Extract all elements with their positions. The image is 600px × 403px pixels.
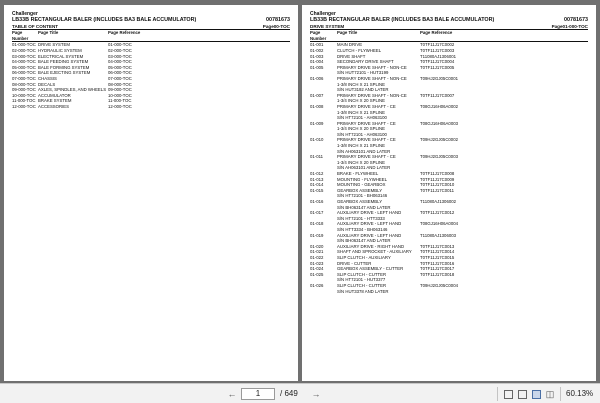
table-cell: PRIMARY DRIVE SHAFT - NON-CE	[337, 92, 407, 98]
table-cell: 1-3/8 INCH X 21 SPLINE	[337, 109, 386, 115]
table-cell: AUXILIARY DRIVE - RIGHT HAND	[337, 243, 405, 249]
table-cell: AUXILIARY DRIVE - LEFT HAND	[337, 221, 402, 227]
table-cell: S/N HT72101 - HTT3333	[337, 215, 385, 221]
table-cell: 01-010	[310, 137, 324, 143]
table-cell: 01-012	[310, 171, 324, 177]
doc-title: LB33B RECTANGULAR BALER (INCLUDES BA3 BALE ACCUMULATOR)	[310, 17, 495, 23]
table-cell: T0TF11J17C0016	[420, 260, 455, 266]
table-cell: ACCESSORIES	[38, 103, 70, 109]
table-cell: GEARBOX ASSEMBLY	[337, 187, 383, 193]
table-cell: HYDRAULIC SYSTEM	[38, 47, 82, 53]
table-cell: 08-000-TOC	[108, 81, 132, 87]
table-cell: 01-015	[310, 187, 324, 193]
table-cell: T0TF11J17C0010	[420, 182, 455, 188]
table-cell: PRIMARY DRIVE SHAFT - NON-CE	[337, 75, 407, 81]
table-cell: 01-003	[310, 53, 324, 59]
table-cell: S/N HT72101 - BH063146	[337, 193, 388, 199]
section-title: DRIVE SYSTEM	[310, 23, 345, 29]
table-cell: DRIVE SHAFT	[337, 53, 366, 59]
table-cell: MOUNTING - FLYWHEEL	[337, 176, 388, 182]
table-cell: PRIMARY DRIVE SHAFT - CE	[337, 120, 396, 126]
two-page-view-icon[interactable]	[530, 388, 542, 400]
table-cell: S/N HT72101 - AH063100	[337, 115, 387, 121]
table-row	[12, 104, 290, 110]
table-cell: 12-000-TOC	[108, 103, 132, 109]
doc-number: 00781673	[266, 17, 290, 23]
table-cell: BRAKE - FLYWHEEL	[337, 171, 379, 177]
table-cell: 01-026	[310, 282, 324, 288]
table-cell: 02-000-TOC	[108, 47, 132, 53]
table-cell: SECONDARY DRIVE SHAFT	[337, 59, 394, 65]
table-cell: T0TF11J17C0017	[420, 266, 455, 272]
table-cell: ACCUMULATOR	[38, 92, 71, 98]
table-header	[310, 30, 588, 42]
page-number-input[interactable]: 1	[241, 388, 275, 400]
table-cell	[310, 289, 337, 295]
table-cell: 03-000-TOC	[12, 53, 36, 59]
table-cell: 1-3/8 INCH X 21 SPLINE	[337, 81, 386, 87]
table-cell: 06-000-TOC	[12, 70, 36, 76]
page-reference: Page01-000-TOC	[551, 23, 588, 29]
pdf-page-right	[302, 5, 596, 381]
table-cell: 10-000-TOC	[108, 92, 132, 98]
divider	[497, 387, 498, 401]
table-cell: 07-000-TOC	[12, 75, 36, 81]
table-cell: S/N HUT3192 AND LATER	[337, 87, 389, 93]
table-cell: BALE EJECTING SYSTEM	[38, 70, 91, 76]
col-header: Page Number	[310, 30, 327, 41]
table-cell: PRIMARY DRIVE SHAFT - CE	[337, 137, 396, 143]
table-cell: T0TF11J17C0013	[420, 243, 455, 249]
table-cell: T0TF11J17C0011	[420, 187, 454, 193]
table-cell: DECALS	[38, 81, 56, 87]
table-cell: BALE FEEDING SYSTEM	[38, 59, 89, 65]
table-cell: T0TF11J17C0002	[420, 42, 455, 48]
table-cell: 01-008	[310, 103, 324, 109]
table-cell: T0TF11J17C0018	[420, 271, 455, 277]
table-cell: 07-000-TOC	[108, 75, 132, 81]
table-cell: T11080AJ1306001	[420, 53, 456, 59]
table-cell: S/N HUT72101 - HUT3199	[337, 70, 389, 76]
table-header	[12, 30, 290, 42]
single-page-view-icon[interactable]	[502, 388, 514, 400]
table-cell: SHAFT AND SPROCKET - AUXILIARY	[337, 249, 412, 255]
table-cell: T09HJ2GJ05C0001	[420, 75, 458, 81]
table-cell: DRIVE SYSTEM	[38, 42, 70, 48]
toc-table	[12, 42, 290, 109]
zoom-level[interactable]: 60.13%	[566, 389, 594, 398]
table-cell: T08GJ16H06A0003	[420, 120, 458, 126]
table-cell: 01-004	[310, 59, 324, 65]
table-cell: MOUNTING - GEARBOX	[337, 182, 386, 188]
table-cell: 01-005	[310, 64, 324, 70]
table-cell: DRIVE - CUTTER	[337, 260, 372, 266]
table-cell: T0TF11J17C0005	[420, 64, 455, 70]
table-cell: 09-000-TOC	[108, 87, 132, 93]
fit-width-icon[interactable]: ◫	[545, 388, 555, 399]
col-header: Page Title	[38, 30, 59, 36]
table-cell: BRAKE SYSTEM	[38, 98, 72, 104]
table-cell: 1-3/8 INCH X 21 SPLINE	[337, 143, 386, 149]
doc-title: LB33B RECTANGULAR BALER (INCLUDES BA3 BALE ACCUMULATOR)	[12, 17, 197, 23]
table-cell: S/N AH063101 AND LATER	[337, 165, 391, 171]
table-cell: 1-3/4 INCH X 20 SPLINE	[337, 126, 386, 132]
table-cell: S/N BH063147 AND LATER	[337, 204, 391, 210]
col-header: Page Reference	[420, 30, 453, 36]
page-total: / 649	[280, 389, 298, 398]
table-cell: SLIP CLUTCH - CUTTER	[337, 282, 387, 288]
table-cell: AXLES, SPINDLES, AND WHEELS	[38, 87, 107, 93]
table-cell: T11080AJ1306003	[420, 232, 456, 238]
table-cell: T08GJ16H06A0004	[420, 221, 458, 227]
parts-table	[310, 42, 588, 294]
table-cell: 10-000-TOC	[12, 92, 36, 98]
table-cell: 12-000-TOC	[12, 103, 36, 109]
table-cell: 01-009	[310, 120, 324, 126]
next-page-icon[interactable]: →	[311, 389, 321, 399]
table-cell: 01-016	[310, 199, 324, 204]
doc-number: 00781673	[564, 17, 588, 23]
prev-page-icon[interactable]: ←	[227, 389, 237, 399]
table-cell: T0TF11J17C0008	[420, 171, 455, 177]
table-cell: CLUTCH - FLYWHEEL	[337, 47, 382, 53]
table-cell: 01-020	[310, 243, 324, 249]
table-cell: 09-000-TOC	[12, 87, 36, 93]
table-cell: T0TF11J17C0009	[420, 176, 455, 182]
table-cell: 01-001	[310, 42, 324, 48]
table-cell: T0TF11J17C0003	[420, 47, 455, 53]
table-cell: T0TF11J17C0015	[420, 254, 455, 260]
table-cell: 08-000-TOC	[12, 81, 36, 87]
table-cell: 11-000-TOC	[12, 98, 36, 104]
table-cell: T0TF11J17C0004	[420, 59, 455, 65]
table-cell: PRIMARY DRIVE SHAFT - CE	[337, 154, 396, 160]
table-cell: T0TF11J17C0007	[420, 92, 455, 98]
table-cell: BALE FORMING SYSTEM	[38, 64, 90, 70]
table-cell: S/N AH063101 AND LATER	[337, 148, 391, 154]
table-cell: SLIP CLUTCH - CUTTER	[337, 271, 387, 277]
page-reference: Page00-TOC	[262, 23, 290, 29]
table-cell: T0TF11J17C0012	[420, 210, 455, 216]
section-row	[310, 24, 588, 31]
table-cell: MAIN DRIVE	[337, 42, 363, 48]
table-cell: 01-013	[310, 176, 324, 182]
table-cell: 02-000-TOC	[12, 47, 36, 53]
pdf-page-left	[4, 5, 298, 381]
table-cell: 01-014	[310, 182, 324, 188]
table-cell: 01-021	[310, 249, 324, 255]
table-cell: AUXILIARY DRIVE - LEFT HAND	[337, 210, 402, 216]
col-header: Page Reference	[108, 30, 141, 36]
table-cell: 01-000-TOC	[12, 42, 36, 48]
table-cell: 01-000-TOC	[108, 42, 132, 48]
table-cell: GEARBOX ASSEMBLY - CUTTER	[337, 266, 404, 272]
table-cell: 05-000-TOC	[108, 64, 132, 70]
table-cell: S/N HT72101 - AH063100	[337, 131, 387, 137]
brand-name: Challenger	[12, 11, 38, 17]
table-cell: 01-022	[310, 254, 324, 260]
table-cell: S/N HUT3378 AND LATER	[337, 288, 389, 294]
table-cell: PRIMARY DRIVE SHAFT - CE	[337, 103, 396, 109]
table-cell: PRIMARY DRIVE SHAFT - NON-CE	[337, 64, 407, 70]
doc-title-row	[310, 17, 588, 24]
table-cell: T09HJ2GJ05C0002	[420, 137, 458, 143]
table-cell: 01-011	[310, 154, 324, 160]
table-cell: 04-000-TOC	[12, 59, 36, 65]
page-content	[310, 11, 588, 294]
table-cell: 01-002	[310, 47, 324, 53]
doc-title-row	[12, 17, 290, 24]
table-cell: T11080AJ1306002	[420, 199, 456, 204]
page-content	[12, 11, 290, 110]
section-title: TABLE OF CONTENT	[12, 23, 59, 29]
table-cell: T09HJ2GJ05C0004	[420, 282, 458, 288]
table-cell: 01-025	[310, 271, 324, 277]
table-cell: 1-3/4 INCH X 20 SPLINE	[337, 98, 386, 104]
section-row	[12, 24, 290, 31]
table-cell: ELECTRICAL SYSTEM	[38, 53, 84, 59]
table-cell: S/N BH063147 AND LATER	[337, 238, 391, 244]
viewer-toolbar	[0, 383, 600, 403]
table-cell: 01-006	[310, 75, 324, 81]
table-cell: 01-018	[310, 221, 324, 227]
table-cell: S/N HT72101 - HUT3377	[337, 277, 386, 283]
table-cell: 01-019	[310, 232, 324, 238]
table-cell: 01-007	[310, 92, 324, 98]
table-cell: AUXILIARY DRIVE - LEFT HAND	[337, 232, 402, 238]
table-cell: 01-024	[310, 266, 324, 272]
table-cell: T09HJ2GJ05C0003	[420, 154, 458, 160]
continuous-view-icon[interactable]	[516, 388, 528, 400]
table-cell: GEARBOX ASSEMBLY	[337, 199, 383, 204]
brand-name: Challenger	[310, 11, 336, 17]
table-cell: 01-017	[310, 210, 324, 216]
table-row	[310, 289, 588, 295]
table-cell: T0TF11J17C0014	[420, 249, 455, 255]
table-cell: 11-000-TOC	[108, 98, 132, 104]
table-cell: 04-000-TOC	[108, 59, 132, 65]
divider	[560, 387, 561, 401]
table-cell: S/N HTT3334 - BH063146	[337, 226, 388, 232]
col-header: Page Title	[337, 30, 358, 36]
table-cell: T08GJ16H06A0002	[420, 103, 458, 109]
table-cell: SLIP CLUTCH - AUXILIARY	[337, 254, 391, 260]
table-cell: 06-000-TOC	[108, 70, 132, 76]
table-cell: CHASSIS	[38, 75, 57, 81]
table-cell: 03-000-TOC	[108, 53, 132, 59]
table-cell: 1-3/4 INCH X 20 SPLINE	[337, 159, 386, 165]
table-cell: 01-023	[310, 260, 324, 266]
col-header: Page Number	[12, 30, 29, 41]
table-cell: 05-000-TOC	[12, 64, 36, 70]
